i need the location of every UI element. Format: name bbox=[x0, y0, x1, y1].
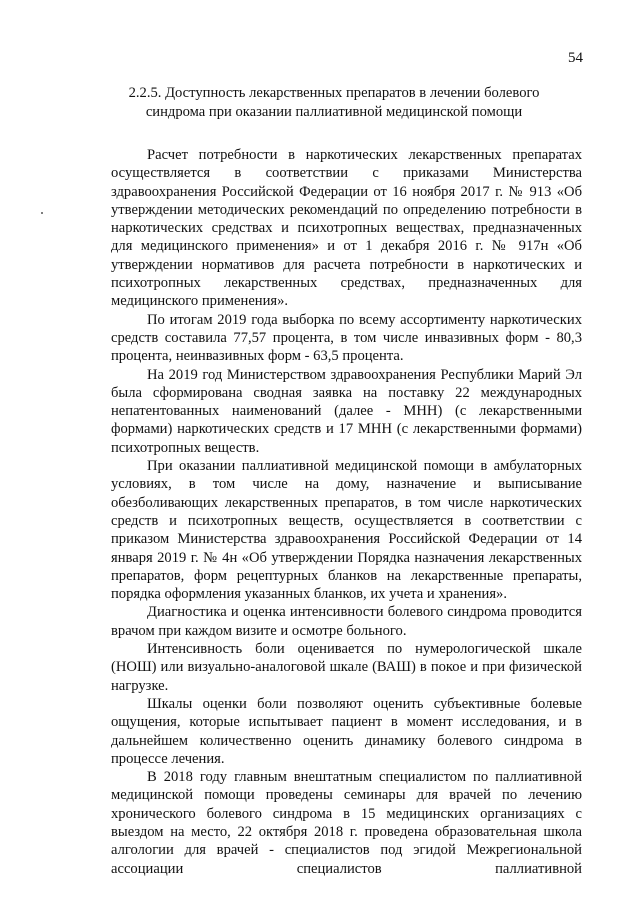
paragraph-pain-diagnostics: Диагностика и оценка интенсивности болевого синдрома проводится врачом при каждом визите и осмотре больного. bbox=[111, 604, 582, 639]
scan-speck bbox=[41, 212, 43, 214]
paragraph-pain-scales: Шкалы оценки боли позволяют оценить субъективные болевые ощущения, которые испытывает пациент в момент исследования, и в дальнейшем количественно оценить динамику болевого синдрома в процессе лечения. bbox=[111, 695, 582, 767]
paragraph-2019-results: По итогам 2019 года выборка по всему ассортименту наркотических средств составила 77,57 процента, в том числе инвазивных форм - 80,3 процента, неинвазивных форм - 63,5 процента. bbox=[111, 311, 582, 365]
paragraph-outpatient-prescribing: При оказании паллиативной медицинской помощи в амбулаторных условиях, в том числе на дому, назначение и выписывание обезболивающих лекарственных препаратов, в том числе наркотических средств и психотропных веществ, осуществляется в соответствии с приказом Министерства здравоохранения Российской Федерации от 14 января 2019 г. № 4н «Об утверждении Порядка назначения лекарственных препаратов, форм рецептурных бланков на лекарственные препараты, порядка оформления указанных бланков, их учета и хранения». bbox=[111, 458, 582, 603]
paragraph-pain-intensity: Интенсивность боли оценивается по нумерологической шкале (НОШ) или визуально-аналоговой шкале (ВАШ) в покое и при физической нагрузке. bbox=[111, 641, 582, 694]
paragraph-2018-seminars: В 2018 году главным внештатным специалистом по паллиативной медицинской помощи проведены семинары для врачей по лечению хронического болевого синдрома в 15 медицинских организациях с выездом на место, 22 октября 2018 г. проведена образовательная школа алгологии для врачей - специалистов под эгидой Межрегиональной ассоциации специалистов паллиативной bbox=[111, 769, 582, 877]
body-text bbox=[111, 146, 582, 878]
paragraph-consolidated-request: На 2019 год Министерством здравоохранения Республики Марий Эл была сформирована сводная заявка на поставку 22 международных непатентованных наименований (далее - МНН) (с лекарственными формами) наркотических средств и 17 МНН (с лекарственными формами) психотропных веществ. bbox=[111, 366, 582, 456]
page-number: 54 bbox=[568, 50, 583, 66]
paragraph-requirement-calculation: Расчет потребности в наркотических лекарственных препаратах осуществляется в соответствии с приказами Министерства здравоохранения Российской Федерации от 16 ноября 2017 г. № 913 «Об утверждении методических рекомендаций по определению потребности в наркотических средствах и психотропных веществах, предназначенных для медицинского применения» и от 1 декабря 2016 г. № 917н «Об утверждении нормативов для расчета потребности в наркотических и психотропных лекарственных средствах, предназначенных для медицинского применения». bbox=[111, 147, 582, 310]
section-heading: 2.2.5. Доступность лекарственных препаратов в лечении болевого синдрома при оказании паллиативной медицинской помощи bbox=[128, 85, 540, 120]
